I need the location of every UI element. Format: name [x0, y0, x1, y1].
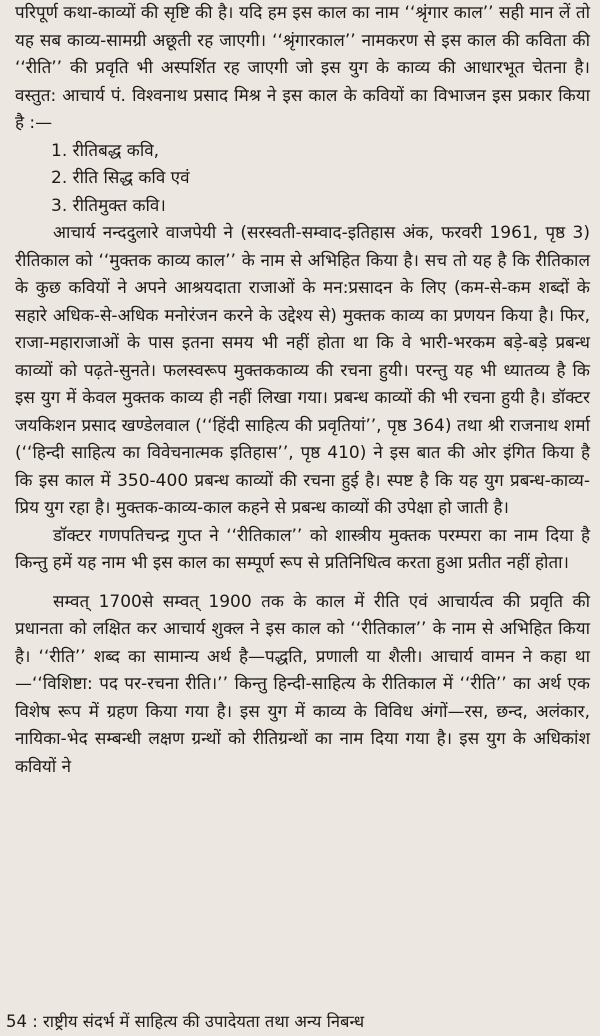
list-item: 2. रीति सिद्ध कवि एवं: [51, 168, 190, 188]
paragraph-3: डॉक्टर गणपतिचन्द्र गुप्त ने ‘‘रीतिकाल’’ को शास्त्रीय मुक्तक परम्परा का नाम दिया है किन्तु हमें यह नाम भी इस काल का सम्पूर्ण रूप से प्रतिनिधित्व करता हुआ प्रतीत नहीं होता।: [15, 525, 590, 573]
list-item: 3. रीतिमुक्त कवि।: [51, 195, 166, 216]
paragraph-gap: [15, 578, 590, 589]
paragraph-1: परिपूर्ण कथा-काव्यों की सृष्टि की है। यदि हम इस काल का नाम ‘‘श्रृंगार काल’’ सही मान लें तो यह सब काव्य-सामग्री अछूती रह जाएगी। ‘‘श्रृंगारकाल’’ नामकरण से इस काल की कविता की ‘‘रीति’’ की प्रवृति भी अस्पर्शित रह जाएगी जो इस युग के काव्य की आधारभूत चेतना है। वस्तुत: आचार्य पं. विश्वनाथ प्रसाद मिश्र ने इस काल के कवियों का विभाजन इस प्रकार किया है :—: [15, 3, 590, 133]
paragraph-4: सम्वत् 1700से सम्वत् 1900 तक के काल में रीति एवं आचार्यत्व की प्रवृति की प्रधानता को लक्षित कर आचार्य शुक्ल ने इस काल को ‘‘रीतिकाल’’ के नाम से अभिहित किया है। ‘‘रीति’’ शब्द का सामान्य अर्थ है—पद्धति, प्रणाली या शैली। आचार्य वामन ने कहा था—‘‘विशिष्टा: पद पर-रचना रीति।’’ किन्तु हिन्दी-साहित्य के रीतिकाल में ‘‘रीति’’ का अर्थ एक विशेष रूप में ग्रहण किया गया है। इस युग में काव्य के विविध अंगों—रस, छन्द, अलंकार, नायिका-भेद सम्बन्धी लक्षण ग्रन्थों को रीतिग्रन्थों का नाम दिया गया है। इस युग के अधिकांश कवियों ने: [15, 591, 590, 777]
body-text: [15, 0, 590, 781]
paragraph-2: आचार्य नन्ददुलारे वाजपेयी ने (सरस्वती-सम्वाद-इतिहास अंक, फरवरी 1961, पृष्ठ 3) रीतिकाल को ‘‘मुक्तक काव्य काल’’ के नाम से अभिहित किया है। सच तो यह है कि रीतिकाल के कुछ कवियों ने अपने आश्रयदाता राजाओं के मन:प्रसादन के लिए (कम-से-कम शब्दों के सहारे अधिक-से-अधिक मनोरंजन करने के उद्देश्य से) मुक्तक काव्य का प्रणयन किया है। फिर, राजा-महाराजाओं के पास इतना समय भी नहीं होता था कि वे भारी-भरकम बड़े-बड़े प्रबन्ध काव्यों को पढ़ते-सुनते। फलस्वरूप मुक्तककाव्य की रचना हुयी। परन्तु यह भी ध्यातव्य है कि इस युग में केवल मुक्तक काव्य ही नहीं लिखा गया। प्रबन्ध काव्यों की भी रचना हुयी है। डॉक्टर जयकिशन प्रसाद खण्डेलवाल (‘‘हिंदी साहित्य की प्रवृतियां’’, पृष्ठ 364) तथा श्री राजनाथ शर्मा (‘‘हिन्दी साहित्य का विवेचनात्मक इतिहास’’, पृष्ठ 410) ने इस बात की ओर इंगित किया है कि इस काल में 350-400 प्रबन्ध काव्यों की रचना हुई है। स्पष्ट है कि यह युग प्रबन्ध-काव्य-प्रिय युग रहा है। मुक्तक-काव्य-काल कहने से प्रबन्ध काव्यों की उपेक्षा हो जाती है।: [15, 223, 590, 518]
list-item: 1. रीतिबद्ध कवि,: [51, 140, 160, 161]
page-footer: 54 : राष्ट्रीय संदर्भ में साहित्य की उपादेयता तथा अन्य निबन्ध: [6, 1012, 365, 1031]
poet-classification-list: [15, 138, 590, 221]
